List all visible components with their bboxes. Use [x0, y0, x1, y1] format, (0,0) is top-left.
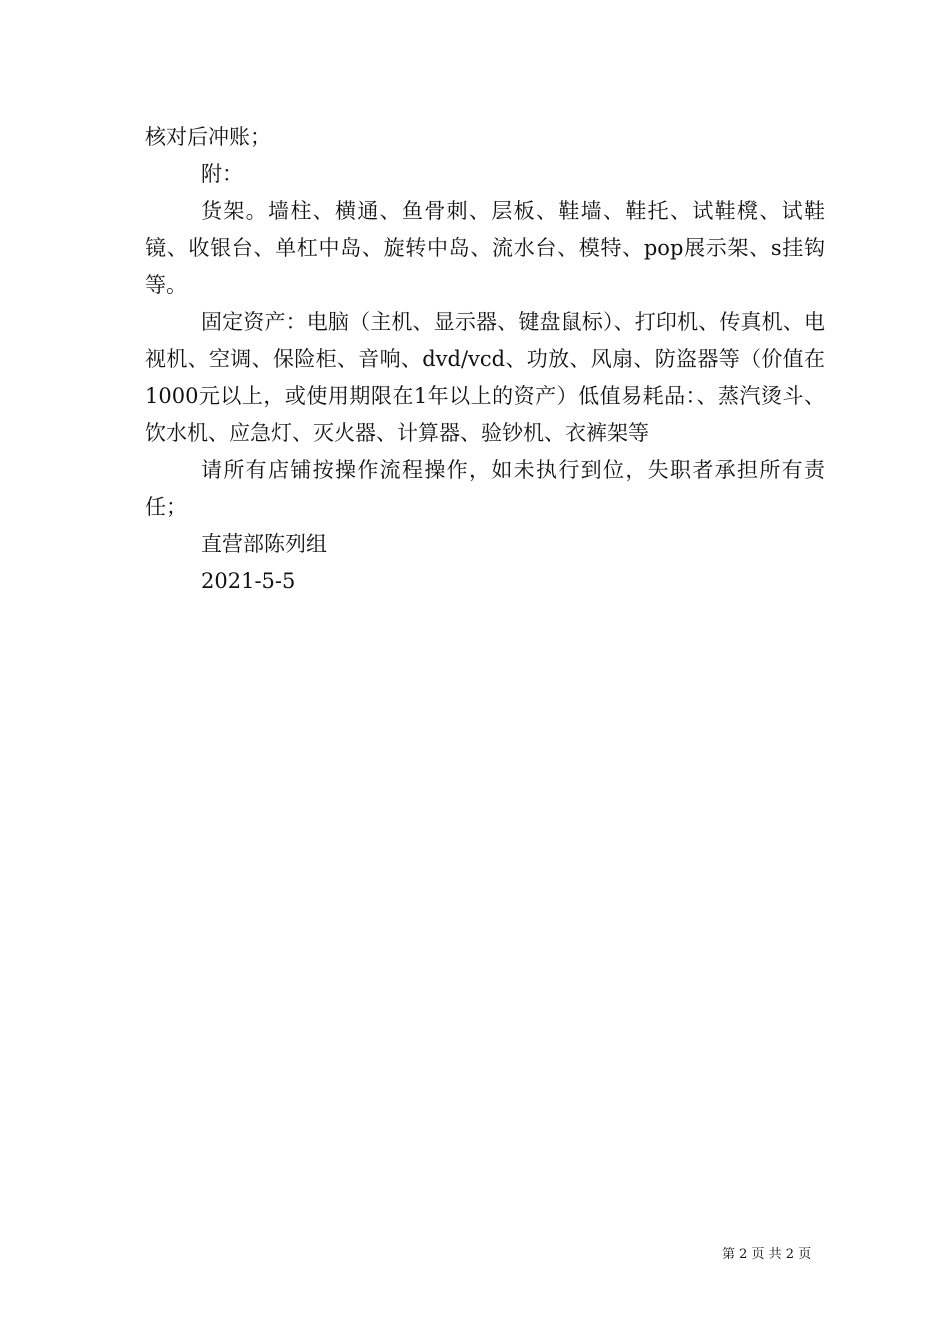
signature-date: 2021-5-5	[201, 569, 296, 593]
paragraph-reconcile: 核对后冲账；	[145, 125, 271, 149]
paragraph-appendix-heading: 附：	[201, 162, 243, 186]
document-body	[145, 119, 825, 600]
signature-department: 直营部陈列组	[201, 532, 327, 556]
paragraph-fixed-assets: 固定资产：电脑（主机、显示器、键盘鼠标）、打印机、传真机、电视机、空调、保险柜、音响、dvd/vcd、功放、风扇、防盗器等（价值在1000元以上，或使用期限在1年以上的资产）低值易耗品：、蒸汽烫斗、饮水机、应急灯、灭火器、计算器、验钞机、衣裤架等	[145, 310, 825, 445]
paragraph-shelving: 货架。墙柱、横通、鱼骨刺、层板、鞋墙、鞋托、试鞋櫈、试鞋镜、收银台、单杠中岛、旋转中岛、流水台、模特、pop展示架、s挂钩等。	[145, 199, 825, 297]
page-number-footer: 第 2 页 共 2 页	[722, 1247, 812, 1262]
paragraph-instruction: 请所有店铺按操作流程操作，如未执行到位，失职者承担所有责任；	[145, 458, 825, 519]
